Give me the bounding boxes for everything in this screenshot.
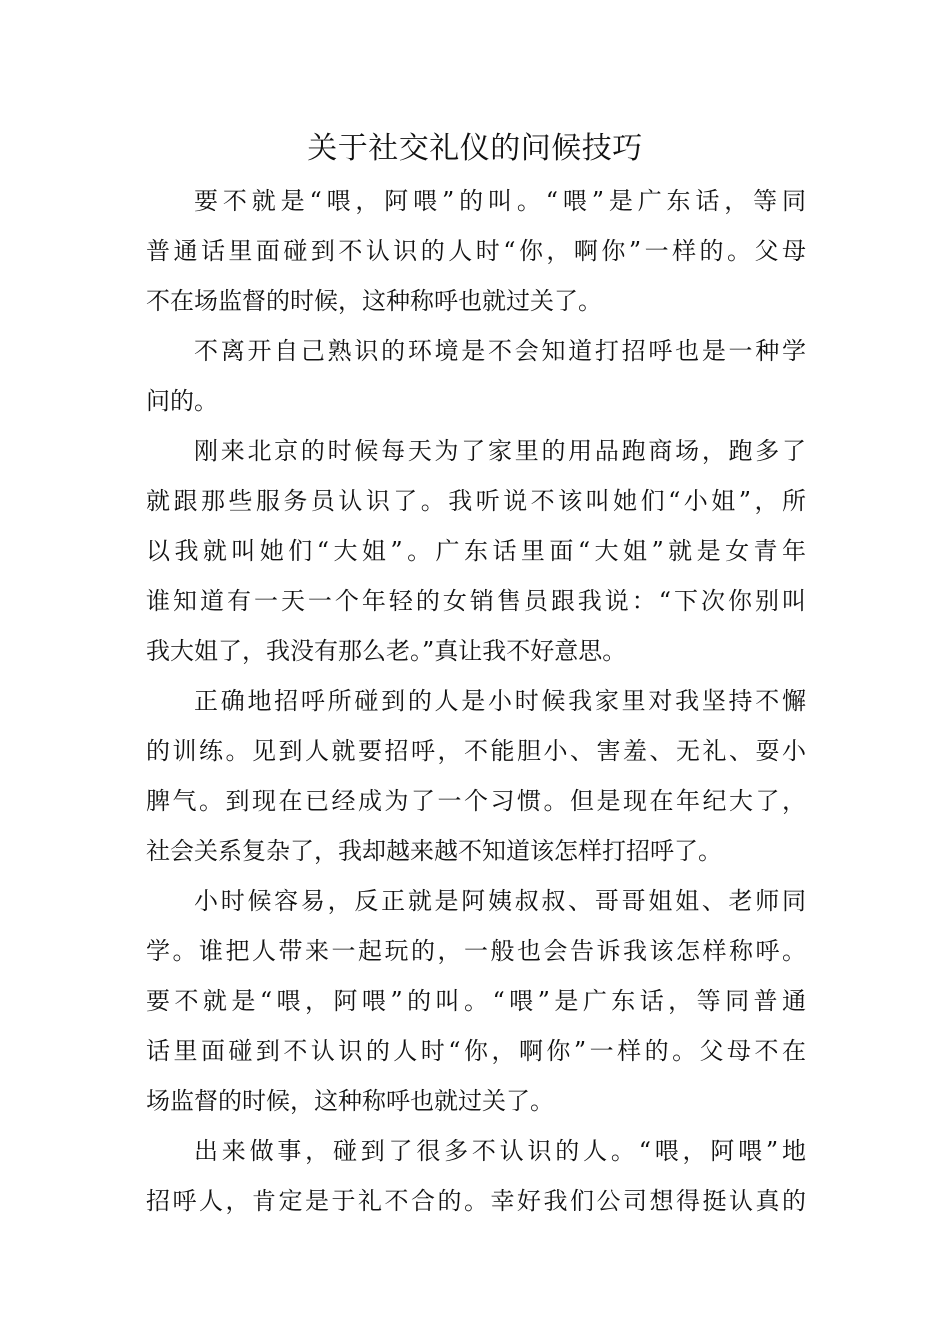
text-line: 普通话里面碰到不认识的人时“你，啊你”一样的。父母 — [146, 237, 806, 265]
text-line: 刚来北京的时候每天为了家里的用品跑商场，跑多了 — [194, 437, 806, 465]
text-line: 不离开自己熟识的环境是不会知道打招呼也是一种学 — [194, 337, 806, 365]
text-line: 要不就是“喂，阿喂”的叫。“喂”是广东话，等同 — [194, 187, 806, 215]
text-line: 就跟那些服务员认识了。我听说不该叫她们“小姐”，所 — [146, 487, 806, 515]
document-body — [146, 176, 806, 1226]
text-line: 脾气。到现在已经成为了一个习惯。但是现在年纪大了， — [146, 787, 806, 815]
text-line: 以我就叫她们“大姐”。广东话里面“大姐”就是女青年 — [146, 537, 806, 565]
text-line: 出来做事，碰到了很多不认识的人。“喂，阿喂”地 — [194, 1137, 806, 1165]
text-line: 不在场监督的时候，这种称呼也就过关了。 — [146, 287, 602, 315]
text-line: 小时候容易，反正就是阿姨叔叔、哥哥姐姐、老师同 — [194, 887, 806, 915]
paragraph — [146, 1126, 806, 1226]
text-line: 谁知道有一天一个年轻的女销售员跟我说：“下次你别叫 — [146, 587, 806, 615]
paragraph — [146, 326, 806, 426]
page-title: 关于社交礼仪的问候技巧 — [307, 131, 643, 166]
text-line: 问的。 — [146, 387, 218, 415]
text-line: 社会关系复杂了，我却越来越不知道该怎样打招呼了。 — [146, 837, 722, 865]
paragraph — [146, 876, 806, 1126]
paragraph — [146, 176, 806, 326]
paragraph — [146, 676, 806, 876]
text-line: 正确地招呼所碰到的人是小时候我家里对我坚持不懈 — [194, 687, 806, 715]
text-line: 话里面碰到不认识的人时“你，啊你”一样的。父母不在 — [146, 1037, 806, 1065]
paragraph — [146, 426, 806, 676]
text-line: 我大姐了，我没有那么老。”真让我不好意思。 — [146, 637, 627, 665]
text-line: 招呼人，肯定是于礼不合的。幸好我们公司想得挺认真的 — [146, 1187, 806, 1215]
text-line: 场监督的时候，这种称呼也就过关了。 — [146, 1087, 554, 1115]
text-line: 的训练。见到人就要招呼，不能胆小、害羞、无礼、耍小 — [146, 737, 806, 765]
text-line: 学。谁把人带来一起玩的，一般也会告诉我该怎样称呼。 — [146, 937, 806, 965]
text-line: 要不就是“喂，阿喂”的叫。“喂”是广东话，等同普通 — [146, 987, 806, 1015]
